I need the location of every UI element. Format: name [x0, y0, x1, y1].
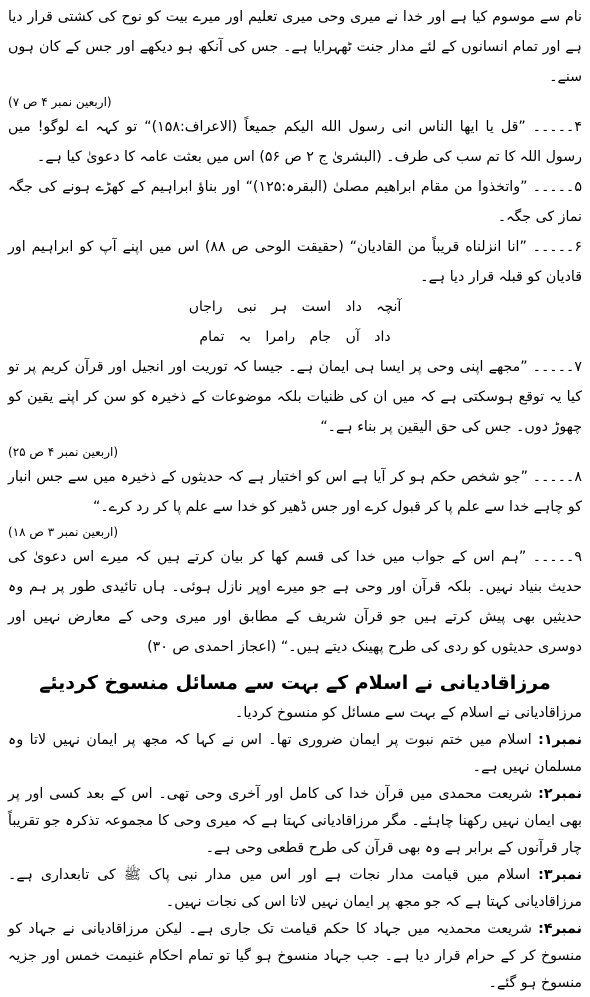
numbered-item-1: [8, 727, 582, 781]
paragraph-opening: نام سے موسوم کیا ہے اور خدا نے میری وحی میری تعلیم اور میرے بیت کو نوح کی کشتی قرار دیا ہے اور تمام انسانوں کے لئے مدار جنت ٹھہرایا ہے۔ جس کی آنکھ ہو دیکھے اور جس کے کان ہوں سنے۔: [8, 9, 582, 85]
paragraph-item-5: ۵۔۔۔۔۔ ”واتخذوا من مقام ابراهیم مصلیٰ (البقرہ:۱۲۵)“ اور بناؤ ابراہیم کے کھڑے ہونے کی جگہ نماز کی جگہ۔: [8, 179, 582, 225]
section-heading: مرزاقادیانی نے اسلام کے بہت سے مسائل منسوخ کردیئے: [39, 672, 551, 694]
poem-line-1: آنچہ داد است ہر نبی راجاں: [188, 299, 402, 315]
reference-arbaeen-18: (اربعین نمبر ۳ ص ۱۸): [8, 525, 119, 539]
reference-arbaeen-7: (اربعین نمبر ۴ ص ۷): [8, 95, 112, 109]
paragraph-item-8: ۸۔۔۔۔۔ ”جو شخص حکم ہو کر آیا ہے اس کو اختیار ہے کہ حدیثوں کے ذخیرہ میں سے جس انبار کو چاہے خدا سے علم پا کر قبول کرے اور جس ڈھیر کو خدا سے علم پا کر رد کرے۔“: [8, 469, 582, 515]
item-number: نمبر۱:: [538, 732, 582, 748]
paragraph-item-6: ۶۔۔۔۔۔ ”انا انزلناه قریباً من القادیان“ (حقیقت الوحی ص ۸۸) اس میں اپنے آپ کو ابراہیم اور قادیان کو قبلہ قرار دیا ہے۔: [8, 239, 582, 285]
paragraph-item-7: ۷۔۔۔۔۔ ”مجھے اپنی وحی پر ایسا ہی ایمان ہے۔ جیسا کہ توریت اور انجیل اور قرآن کریم پر تو کیا یہ توقع ہوسکتی ہے کہ میں ان کی ظنیات بلکہ موضوعات کے ذخیرہ کو سن کر اپنے یقین کو چھوڑ دوں۔ جس کی حق الیقین پر بناء ہے۔“: [8, 359, 582, 435]
item-number: نمبر۴:: [538, 921, 582, 937]
paragraph-section-intro: مرزاقادیانی نے اسلام کے بہت سے مسائل کو منسوخ کردیا۔: [235, 705, 582, 721]
item-number: نمبر۲:: [538, 786, 582, 802]
item-text: اسلام میں قیامت مدار نجات ہے اور اس میں مدار نبی پاک ﷺ کی تابعداری ہے۔ مرزاقادیانی کہتا ہے کہ جو مجھ پر ایمان نہیں لاتا اس کی نجات نہیں۔: [8, 867, 582, 910]
item-number: نمبر۳:: [538, 867, 582, 883]
item-text: اسلام میں ختم نبوت پر ایمان ضروری تھا۔ اس نے کہا کہ مجھ پر ایمان نہیں لاتا وہ مسلمان نہیں ہے۔: [8, 732, 582, 775]
paragraph-item-9: ۹۔۔۔۔۔ ”ہم اس کے جواب میں خدا کی قسم کھا کر بیان کرتے ہیں کہ میرے اس دعویٰ کی حدیث بنیاد نہیں۔ بلکہ قرآن اور وحی ہے جو میرے اوپر نازل ہوئی۔ ہاں تائیدی طور پر ہم وہ حدیثیں بھی پیش کرتے ہیں جو قرآن شریف کے مطابق اور میری وحی کے معارض نہیں اور دوسری حدیثوں کو ردی کی طرح پھینک دیتے ہیں۔“ (اعجاز احمدی ص ۳۰): [8, 549, 582, 655]
numbered-item-3: [8, 862, 582, 916]
item-text: شریعت محمدی میں قرآن خدا کی کامل اور آخری وحی تھی۔ اس کے بعد کسی اور پر بھی ایمان نہیں رکھنا چاہئے۔ مگر مرزاقادیانی کہتا ہے کہ میری وحی کا مجموعہ تذکرہ جو تقریباً چار قرآنوں کے برابر ہے وہ بھی قرآن کی طرح قطعی وحی ہے۔: [8, 786, 582, 856]
numbered-item-2: [8, 781, 582, 862]
paragraph-item-4: ۴۔۔۔۔۔ ”قل یا ایها الناس انی رسول الله الیکم جمیعاً (الاعراف:۱۵۸)“ تو کہہ اے لوگو! میں رسول اللہ کا تم سب کی طرف۔ (البشریٰ ج ۲ ص ۵۶) اس میں بعثت عامہ کا دعویٰ کیا ہے۔: [8, 119, 582, 165]
item-text: شریعت محمدیہ میں جہاد کا حکم قیامت تک جاری ہے۔ لیکن مرزاقادیانی نے جہاد کو منسوخ کر کے حرام قرار دیا ہے۔ جب جہاد منسوخ ہو گیا تو تمام احکام غنیمت خمس اور جزیہ منسوخ ہو گئے۔: [8, 921, 582, 991]
numbered-item-4: [8, 916, 582, 997]
reference-arbaeen-25: (اربعین نمبر ۴ ص ۲۵): [8, 445, 119, 459]
poem-line-2: داد آں جام رامرا بہ تمام: [199, 329, 391, 345]
